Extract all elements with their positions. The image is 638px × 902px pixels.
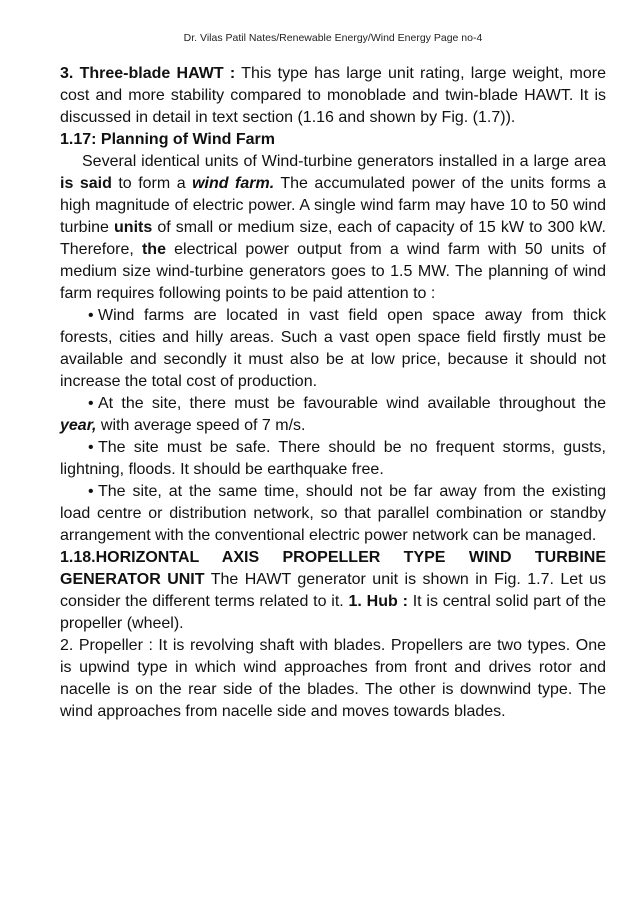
farm-text-5: electrical power output from a wind farm with 50 units of medium size wind-turbine generators goes to 1.5 MW. The planning of wind farm requires following points to be paid attention to : [60, 241, 606, 302]
bullet-text: Wind farms are located in vast field open space away from thick forests, cities and hilly areas. Such a vast open space field firstly must be available and secondly it must also be at low price, because it should not increase the total cost of production. [60, 307, 606, 390]
paragraph-three-blade-hawt [60, 63, 606, 129]
bullet-icon: • [88, 307, 94, 324]
bullet-icon: • [88, 439, 94, 456]
three-blade-text: This type has large unit rating, large weight, more cost and more stability compared to monoblade and twin-blade HAWT. It is discussed in detail in text section (1.16 and shown by Fig. (1.7)). [60, 65, 607, 126]
bullet-text: The site, at the same time, should not be far away from the existing load centre or distribution network, so that parallel combination or standby arrangement with the conventional electric power network can be managed. [60, 483, 606, 544]
farm-bold-the: the [141, 241, 166, 258]
paragraph-wind-farm [60, 151, 606, 305]
bullet-text: with average speed of 7 m/s. [96, 417, 306, 434]
farm-text-3: The accumulated power of the units forms a high magnitude of electric power. A single wind farm may have 10 to 50 wind turbine [60, 175, 606, 236]
hawt-heading-continued: GENERATOR UNIT [60, 571, 205, 588]
paragraph-hawt-unit [60, 569, 606, 635]
hawt-text-1: The HAWT generator unit is shown in Fig. 1.7. Let us consider the different terms related to it. [60, 571, 606, 610]
heading-hawt-unit: 1.18.HORIZONTAL AXIS PROPELLER TYPE WIND TURBINE [60, 549, 606, 566]
farm-bold-is-said: is said [60, 175, 112, 192]
bullet-text: At the site, there must be favourable wind available throughout the [98, 395, 606, 412]
heading-planning-wind-farm: 1.17: Planning of Wind Farm [60, 131, 275, 148]
bullet-text: The site must be safe. There should be no frequent storms, gusts, lightning, floods. It should be earthquake free. [60, 439, 606, 478]
farm-text-1: Several identical units of Wind-turbine generators installed in a large area [82, 153, 606, 170]
bullet-icon: • [88, 395, 94, 412]
bullet-item-location [60, 305, 606, 393]
farm-bold-units: units [114, 219, 153, 236]
farm-bold-italic-wind-farm: wind farm. [192, 175, 275, 192]
three-blade-title: 3. Three-blade HAWT : [60, 65, 236, 82]
paragraph-propeller: 2. Propeller : It is revolving shaft with blades. Propellers are two types. One is upwind type in which wind approaches from front and drives rotor and nacelle is on the rear side of the blades. The other is downwind type. The wind approaches from nacelle side and moves towards blades. [60, 637, 606, 720]
farm-text-2: to form a [111, 175, 193, 192]
bullet-item-wind [60, 393, 606, 437]
bullet-bold-italic-year: year, [60, 417, 97, 434]
page-header: Dr. Vilas Patil Nates/Renewable Energy/Wind Energy Page no-4 [183, 32, 483, 44]
farm-text-4: of small or medium size, each of capacity of 15 kW to 300 kW. Therefore, [60, 219, 607, 258]
hawt-bold-hub: 1. Hub : [348, 593, 408, 610]
bullet-icon: • [88, 483, 94, 500]
hawt-text-2: It is central solid part of the propeller (wheel). [60, 593, 607, 632]
bullet-item-load-centre [60, 481, 606, 547]
bullet-item-safety [60, 437, 606, 481]
